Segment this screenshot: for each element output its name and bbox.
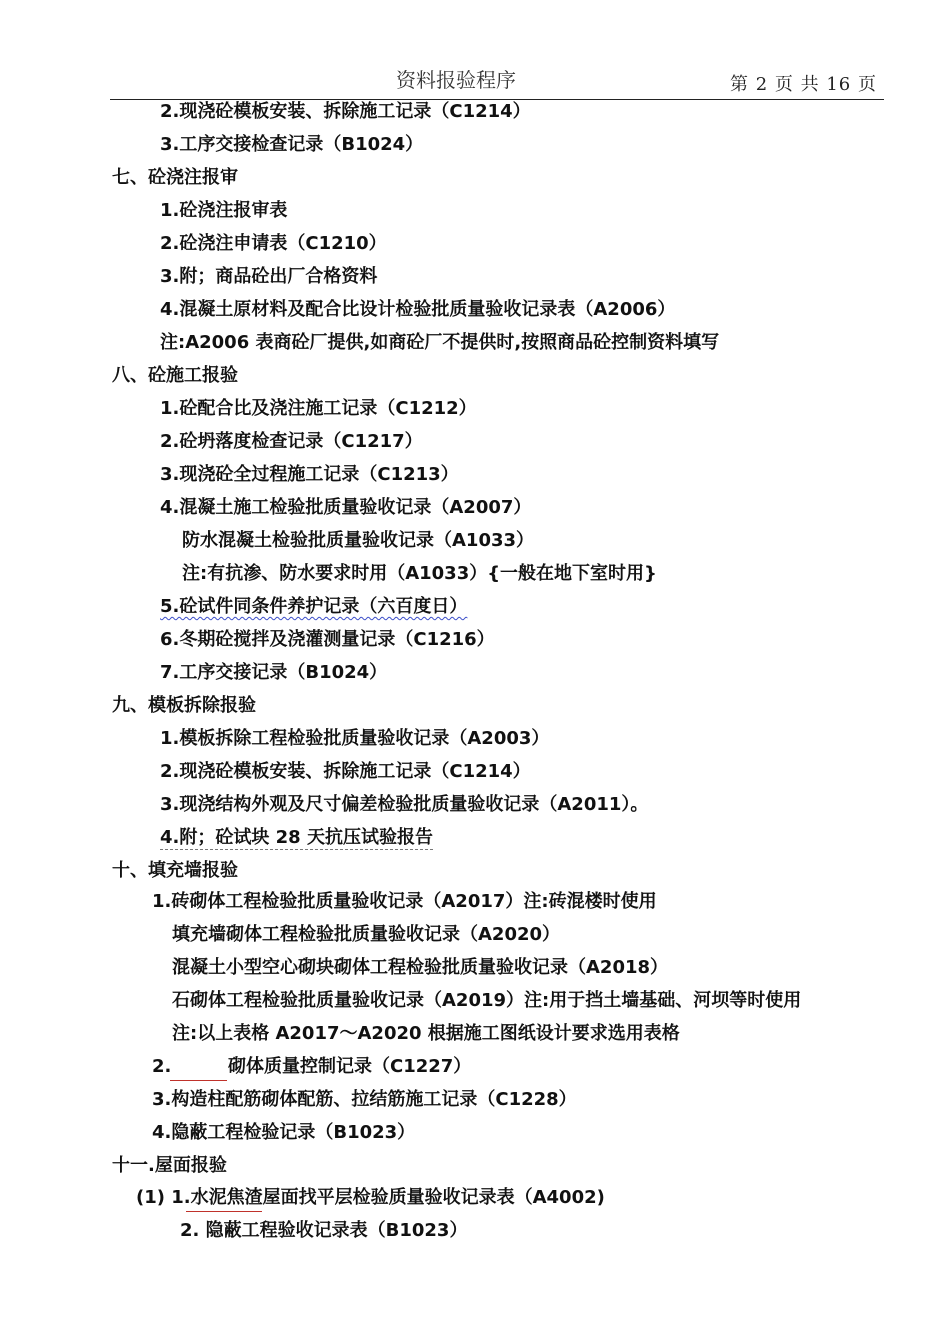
list-item: 3.构造柱配筋砌体配筋、拉结筋施工记录（C1228）	[152, 1089, 577, 1110]
list-item: 混凝土小型空心砌块砌体工程检验批质量验收记录（A2018）	[172, 957, 669, 978]
underlined-text: 4.附；砼试块 28 天抗压试验报告	[160, 827, 433, 848]
list-item: 3.现浇结构外观及尺寸偏差检验批质量验收记录（A2011）。	[160, 794, 649, 815]
list-item: 1.砖砌体工程检验批质量验收记录（A2017）注:砖混楼时使用	[152, 891, 657, 912]
list-item: 1.砼浇注报审表	[160, 200, 288, 221]
list-item-number: 2.	[152, 1056, 172, 1077]
list-item: 4.混凝土施工检验批质量验收记录（A2007）	[160, 497, 532, 518]
page-number: 第 2 页 共 16 页	[730, 74, 877, 95]
list-item: 2.现浇砼模板安装、拆除施工记录（C1214）	[160, 101, 531, 122]
list-item: 2.砼浇注申请表（C1210）	[160, 233, 387, 254]
note: 注:有抗渗、防水要求时用（A1033）{一般在地下室时用}	[182, 563, 657, 584]
list-item: 3.工序交接检查记录（B1024）	[160, 134, 424, 155]
red-underline	[170, 1080, 227, 1081]
page-header-title: 资料报验程序	[396, 68, 516, 92]
list-item: 4.隐蔽工程检验记录（B1023）	[152, 1122, 416, 1143]
list-item: 2.现浇砼模板安装、拆除施工记录（C1214）	[160, 761, 531, 782]
list-item: 填充墙砌体工程检验批质量验收记录（A2020）	[172, 924, 561, 945]
section-heading: 九、模板拆除报验	[112, 695, 256, 716]
list-item: (1) 1.水泥焦渣屋面找平层检验质量验收记录表（A4002)	[136, 1187, 605, 1208]
list-item: 3.现浇砼全过程施工记录（C1213）	[160, 464, 459, 485]
list-item: 防水混凝土检验批质量验收记录（A1033）	[182, 530, 535, 551]
list-item: 7.工序交接记录（B1024）	[160, 662, 388, 683]
spellcheck-marked-text: 5.砼试件同条件养护记录（六百度日）	[160, 596, 468, 617]
list-item: 4.混凝土原材料及配合比设计检验批质量验收记录表（A2006）	[160, 299, 676, 320]
section-heading: 十、填充墙报验	[112, 860, 238, 881]
list-item: 1.模板拆除工程检验批质量验收记录（A2003）	[160, 728, 550, 749]
list-item: 2. 隐蔽工程验收记录表（B1023）	[180, 1220, 468, 1241]
list-item: 3.附；商品砼出厂合格资料	[160, 266, 378, 287]
list-item: 2.砼坍落度检查记录（C1217）	[160, 431, 423, 452]
section-heading: 七、砼浇注报审	[112, 167, 238, 188]
section-heading: 八、砼施工报验	[112, 365, 238, 386]
list-item	[160, 595, 467, 619]
red-underline	[186, 1211, 262, 1212]
section-heading: 十一.屋面报验	[112, 1155, 227, 1176]
list-item: 1.砼配合比及浇注施工记录（C1212）	[160, 398, 477, 419]
list-item: 砌体质量控制记录（C1227）	[228, 1056, 472, 1077]
note: 注:以上表格 A2017～A2020 根据施工图纸设计要求选用表格	[172, 1023, 680, 1044]
list-item: 6.冬期砼搅拌及浇灌测量记录（C1216）	[160, 629, 495, 650]
list-item: 石砌体工程检验批质量验收记录（A2019）注:用于挡土墙基础、河坝等时使用	[172, 990, 802, 1011]
list-item	[160, 826, 433, 850]
note: 注:A2006 表商砼厂提供,如商砼厂不提供时,按照商品砼控制资料填写	[160, 332, 720, 353]
